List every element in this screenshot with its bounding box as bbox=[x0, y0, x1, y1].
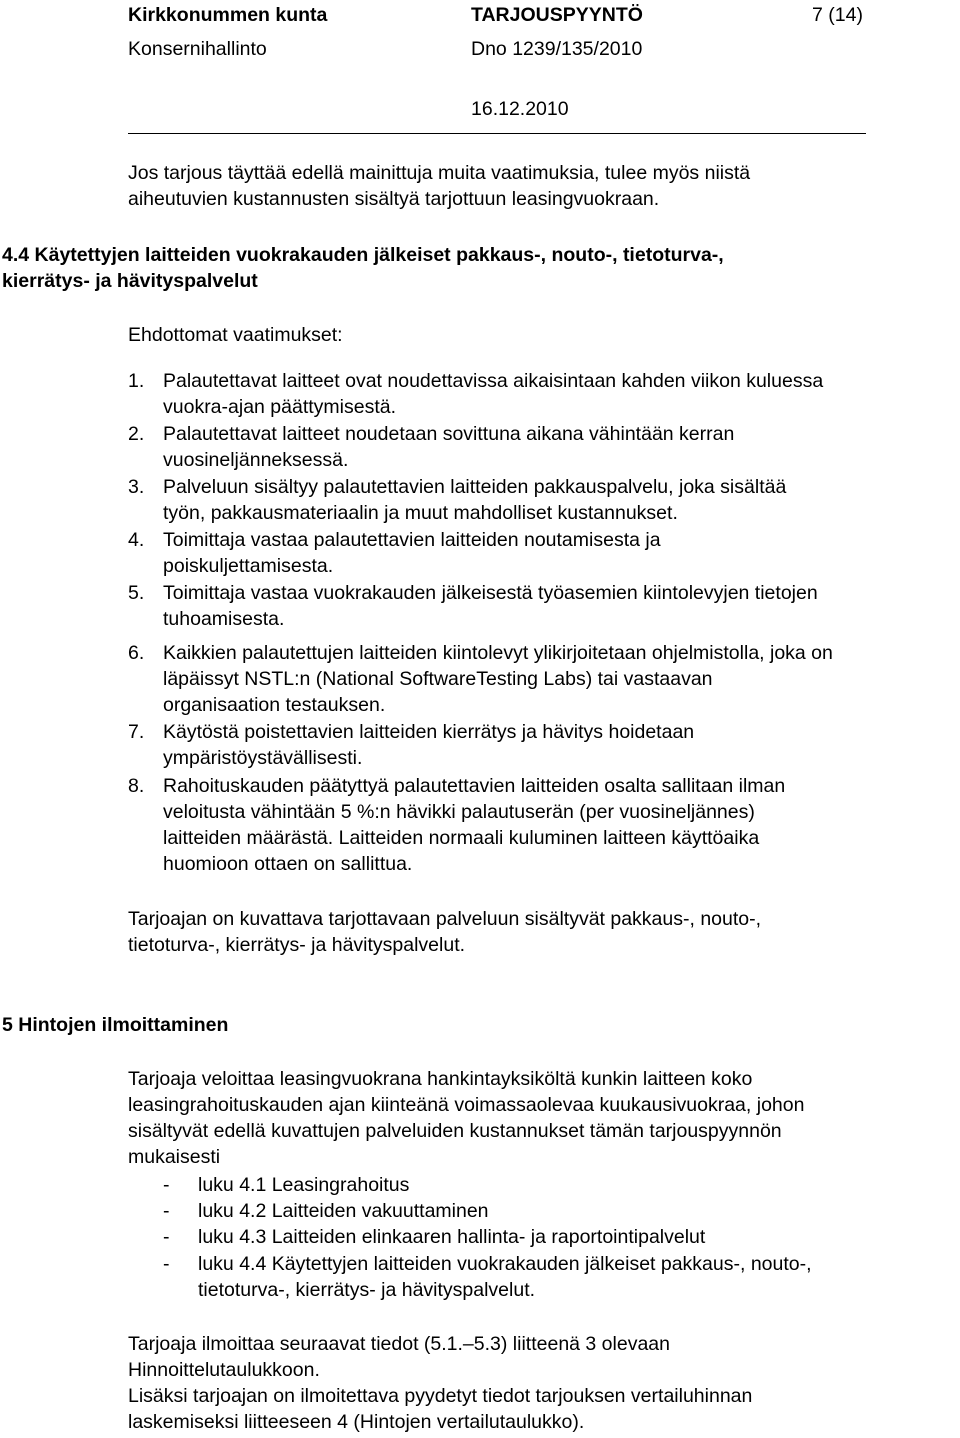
list-bullet-dash: - bbox=[163, 1253, 170, 1275]
list-item-line: Käytöstä poistettavien laitteiden kierrätys ja hävitys hoidetaan bbox=[163, 721, 695, 743]
list-item-number: 5. bbox=[128, 582, 145, 604]
list-item-line: Toimittaja vastaa vuokrakauden jälkeisestä työasemien kiintolevyjen tietojen bbox=[163, 582, 818, 604]
paragraph-line: sisältyvät edellä kuvattujen palveluiden kustannukset tämän tarjouspyynnön bbox=[128, 1120, 782, 1142]
list-item-line: Palveluun sisältyy palautettavien laitteiden pakkauspalvelu, joka sisältää bbox=[163, 476, 787, 498]
list-item-line: tuhoamisesta. bbox=[163, 608, 285, 630]
header-page-number: 7 (14) bbox=[812, 4, 863, 26]
list-item-text bbox=[198, 1172, 409, 1198]
heading-line: 4.4 Käytettyjen laitteiden vuokrakauden jälkeiset pakkaus-, nouto-, tietoturva-, bbox=[2, 244, 724, 266]
paragraph-line: mukaisesti bbox=[128, 1146, 221, 1168]
list-item-line: vuokra-ajan päättymisestä. bbox=[163, 396, 397, 418]
paragraph-line: Tarjoaja veloittaa leasingvuokrana hankintayksiköltä kunkin laitteen koko bbox=[128, 1068, 753, 1090]
list-item-number: 4. bbox=[128, 529, 145, 551]
list-item-line: poiskuljettamisesta. bbox=[163, 555, 334, 577]
list-item-number: 2. bbox=[128, 423, 145, 445]
list-bullet-dash: - bbox=[163, 1200, 170, 1222]
section-5-attachments-paragraph bbox=[128, 1331, 948, 1435]
section-5-heading: 5 Hintojen ilmoittaminen bbox=[2, 1014, 229, 1036]
section-4-4-heading bbox=[2, 242, 952, 294]
intro-paragraph bbox=[128, 160, 948, 212]
list-item-line: Rahoituskauden päätyttyä palautettavien laitteiden osalta sallitaan ilman bbox=[163, 775, 786, 797]
list-item-line: Palautettavat laitteet ovat noudettavissa aikaisintaan kahden viikon kuluessa bbox=[163, 370, 824, 392]
list-item-line: laitteiden määrästä. Laitteiden normaali kuluminen laitteen käyttöaika bbox=[163, 827, 760, 849]
header-date: 16.12.2010 bbox=[471, 98, 569, 120]
list-item-line: Kaikkien palautettujen laitteiden kiintolevyt ylikirjoitetaan ohjelmistolla, joka on bbox=[163, 642, 833, 664]
list-item-text bbox=[163, 719, 694, 771]
list-item-number: 3. bbox=[128, 476, 145, 498]
list-item-text bbox=[163, 474, 786, 526]
paragraph-line: tietoturva-, kierrätys- ja hävityspalvelut. bbox=[128, 934, 466, 956]
header-divider bbox=[128, 133, 866, 134]
list-item-text bbox=[198, 1198, 489, 1224]
header-department: Konsernihallinto bbox=[128, 38, 267, 60]
list-item-text bbox=[198, 1224, 705, 1250]
list-item-number: 1. bbox=[128, 370, 145, 392]
list-item-line: organisaation testauksen. bbox=[163, 694, 386, 716]
list-item-line: luku 4.1 Leasingrahoitus bbox=[198, 1174, 410, 1196]
paragraph-line: Tarjoaja ilmoittaa seuraavat tiedot (5.1.–5.3) liitteenä 3 olevaan bbox=[128, 1333, 670, 1355]
list-item-line: luku 4.3 Laitteiden elinkaaren hallinta- ja raportointipalvelut bbox=[198, 1226, 706, 1248]
intro-line: Jos tarjous täyttää edellä mainittuja muita vaatimuksia, tulee myös niistä bbox=[128, 162, 751, 184]
list-item-line: työn, pakkausmateriaalin ja muut mahdolliset kustannukset. bbox=[163, 502, 678, 524]
list-item-line: Palautettavat laitteet noudetaan sovittuna aikana vähintään kerran bbox=[163, 423, 735, 445]
list-item-text bbox=[163, 640, 833, 718]
list-item-line: huomioon ottaen on sallittua. bbox=[163, 853, 413, 875]
list-item-text bbox=[198, 1251, 812, 1303]
list-item-line: vuosineljänneksessä. bbox=[163, 449, 349, 471]
list-item-line: ympäristöystävällisesti. bbox=[163, 747, 363, 769]
list-item-text bbox=[163, 421, 734, 473]
list-item-number: 7. bbox=[128, 721, 145, 743]
section-4-4-closing-paragraph bbox=[128, 906, 948, 958]
list-item-text bbox=[163, 773, 785, 877]
list-item-number: 8. bbox=[128, 775, 145, 797]
list-item-text bbox=[163, 527, 661, 579]
header-organization: Kirkkonummen kunta bbox=[128, 4, 328, 26]
list-item-line: tietoturva-, kierrätys- ja hävityspalvelut. bbox=[198, 1279, 536, 1301]
list-item-line: veloitusta vähintään 5 %:n hävikki palautuserän (per vuosineljännes) bbox=[163, 801, 755, 823]
list-item-line: luku 4.4 Käytettyjen laitteiden vuokrakauden jälkeiset pakkaus-, nouto-, bbox=[198, 1253, 812, 1275]
heading-line: kierrätys- ja hävityspalvelut bbox=[2, 270, 258, 292]
list-item-text bbox=[163, 580, 818, 632]
paragraph-line: Tarjoajan on kuvattava tarjottavaan palveluun sisältyvät pakkaus-, nouto-, bbox=[128, 908, 762, 930]
list-bullet-dash: - bbox=[163, 1226, 170, 1248]
paragraph-line: Hinnoittelutaulukkoon. bbox=[128, 1359, 320, 1381]
list-item-number: 6. bbox=[128, 642, 145, 664]
list-bullet-dash: - bbox=[163, 1174, 170, 1196]
section-5-paragraph bbox=[128, 1066, 948, 1170]
header-document-number: Dno 1239/135/2010 bbox=[471, 38, 643, 60]
list-item-line: luku 4.2 Laitteiden vakuuttaminen bbox=[198, 1200, 489, 1222]
paragraph-line: leasingrahoituskauden ajan kiinteänä voimassaolevaa kuukausivuokraa, johon bbox=[128, 1094, 805, 1116]
requirements-subheading: Ehdottomat vaatimukset: bbox=[128, 324, 343, 346]
paragraph-line: laskemiseksi liitteeseen 4 (Hintojen vertailutaulukko). bbox=[128, 1411, 585, 1433]
paragraph-line: Lisäksi tarjoajan on ilmoitettava pyydetyt tiedot tarjouksen vertailuhinnan bbox=[128, 1385, 753, 1407]
header-document-type: TARJOUSPYYNTÖ bbox=[471, 4, 643, 26]
list-item-line: läpäissyt NSTL:n (National SoftwareTesting Labs) tai vastaavan bbox=[163, 668, 713, 690]
intro-line: aiheutuvien kustannusten sisältyä tarjottuun leasingvuokraan. bbox=[128, 188, 660, 210]
list-item-text bbox=[163, 368, 823, 420]
list-item-line: Toimittaja vastaa palautettavien laitteiden noutamisesta ja bbox=[163, 529, 661, 551]
